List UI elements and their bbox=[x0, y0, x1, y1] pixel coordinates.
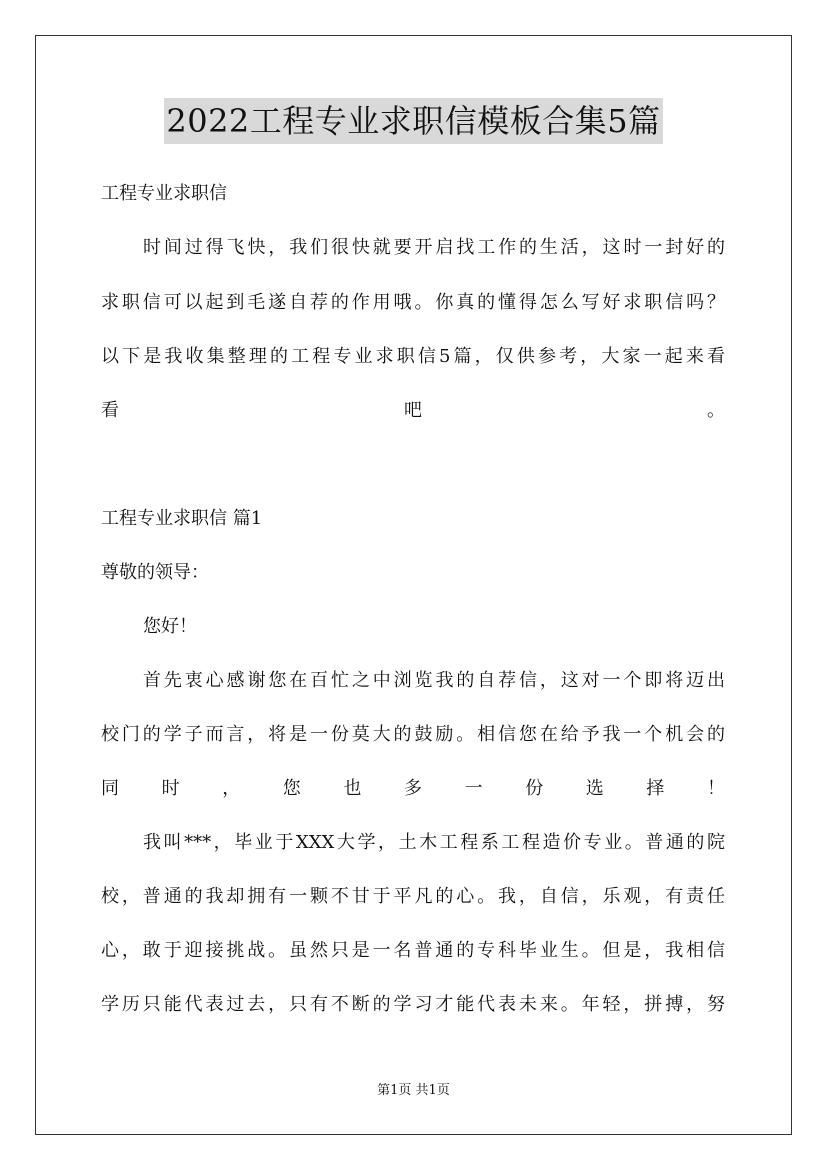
document-title: 2022工程专业求职信模板合集5篇 bbox=[164, 98, 662, 144]
section-heading: 工程专业求职信 篇1 bbox=[101, 508, 263, 529]
paragraph-line: 校，普通的我却拥有一颗不甘于平凡的心。我，自信，乐观，有责任 bbox=[101, 886, 725, 907]
intro-line: 以下是我收集整理的工程专业求职信5篇，仅供参考，大家一起来看 bbox=[101, 346, 725, 367]
paragraph-line: 学历只能代表过去，只有不断的学习才能代表未来。年轻，拼搏，努 bbox=[101, 994, 725, 1015]
paragraph-line: 校门的学子而言，将是一份莫大的鼓励。相信您在给予我一个机会的 bbox=[101, 724, 725, 745]
intro-heading: 工程专业求职信 bbox=[101, 183, 227, 204]
paragraph-line: 首先衷心感谢您在百忙之中浏览我的自荐信，这对一个即将迈出 bbox=[143, 670, 725, 691]
greeting: 您好！ bbox=[143, 616, 197, 637]
page-footer: 第1页 共1页 bbox=[377, 1083, 450, 1098]
salutation: 尊敬的领导： bbox=[101, 562, 209, 583]
intro-line: 求职信可以起到毛遂自荐的作用哦。你真的懂得怎么写好求职信吗？ bbox=[101, 292, 725, 313]
paragraph-line: 我叫***，毕业于XXX大学，土木工程系工程造价专业。普通的院 bbox=[143, 832, 725, 853]
intro-line: 时间过得飞快，我们很快就要开启找工作的生活，这时一封好的 bbox=[143, 237, 725, 258]
paragraph-line: 同时，您也多一份选择！ bbox=[101, 778, 725, 799]
title-container bbox=[0, 98, 827, 144]
intro-line: 看吧。 bbox=[101, 400, 725, 421]
paragraph-line: 心，敢于迎接挑战。虽然只是一名普通的专科毕业生。但是，我相信 bbox=[101, 940, 725, 961]
